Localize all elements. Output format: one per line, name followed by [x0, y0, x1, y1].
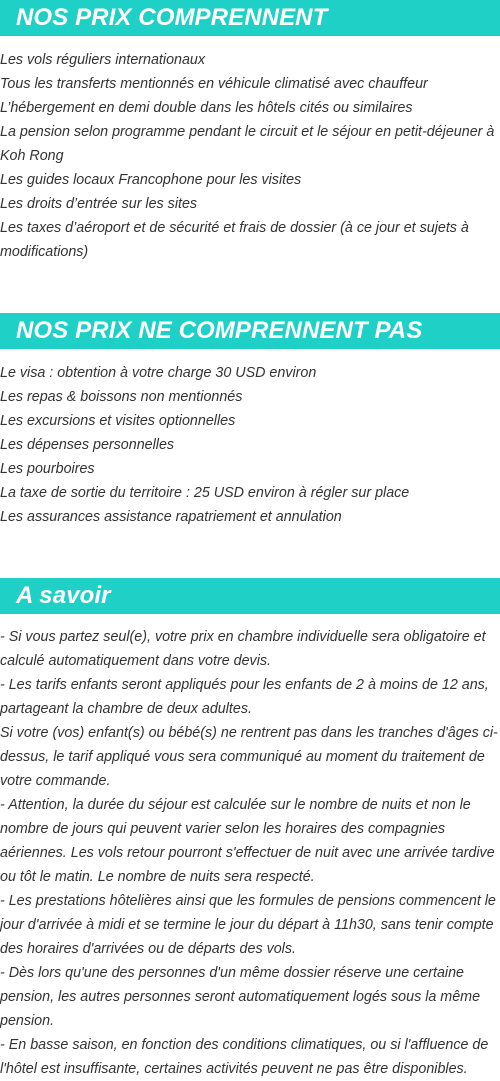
- list-item: Les assurances assistance rapatriement et annulation: [0, 509, 342, 525]
- list-item: - Dès lors qu'une des personnes d'un même dossier réserve une certaine pension, les autres personnes seront automatiquement logés sous la même pension.: [0, 965, 481, 1029]
- list-item: La taxe de sortie du territoire : 25 USD environ à régler sur place: [0, 485, 410, 501]
- list-item: - En basse saison, en fonction des conditions climatiques, ou si l'affluence de l'hôtel est insuffisante, certaines activités peuvent ne pas être disponibles.: [0, 1037, 489, 1077]
- list-item: Si votre (vos) enfant(s) ou bébé(s) ne rentrent pas dans les tranches d'âges ci-dessus, le tarif appliqué vous sera communiqué au moment du traitement de votre commande.: [0, 725, 498, 789]
- included-list: [0, 48, 500, 264]
- list-item: Les repas & boissons non mentionnés: [0, 389, 243, 405]
- good-to-know-list: [0, 625, 500, 1081]
- included-section: [0, 0, 500, 264]
- list-item: - Les prestations hôtelières ainsi que les formules de pensions commencent le jour d'arrivée à midi et se termine le jour du départ à 11h30, sans tenir compte des horaires d'arrivées ou de départs des vols.: [0, 893, 496, 957]
- list-item: Le visa : obtention à votre charge 30 USD environ: [0, 365, 317, 381]
- list-item: Les guides locaux Francophone pour les visites: [0, 172, 302, 188]
- list-item: La pension selon programme pendant le circuit et le séjour en petit-déjeuner à Koh Rong: [0, 124, 495, 164]
- good-to-know-heading: A savoir: [0, 578, 500, 614]
- list-item: Tous les transferts mentionnés en véhicule climatisé avec chauffeur: [0, 76, 428, 92]
- list-item: - Si vous partez seul(e), votre prix en chambre individuelle sera obligatoire et calculé automatiquement dans votre devis.: [0, 629, 486, 669]
- list-item: L’hébergement en demi double dans les hôtels cités ou similaires: [0, 100, 413, 116]
- list-item: - Les tarifs enfants seront appliqués pour les enfants de 2 à moins de 12 ans, partageant la chambre de deux adultes.: [0, 677, 489, 717]
- good-to-know-section: [0, 578, 500, 1081]
- not-included-heading: NOS PRIX NE COMPRENNENT PAS: [0, 313, 500, 349]
- list-item: Les excursions et visites optionnelles: [0, 413, 236, 429]
- list-item: Les taxes d’aéroport et de sécurité et frais de dossier (à ce jour et sujets à modifications): [0, 220, 469, 260]
- list-item: - Attention, la durée du séjour est calculée sur le nombre de nuits et non le nombre de jours qui peuvent varier selon les horaires des compagnies aériennes. Les vols retour pourront s'effectuer de nuit avec une arrivée tardive ou tôt le matin. Le nombre de nuits sera respecté.: [0, 797, 495, 885]
- list-item: Les droits d’entrée sur les sites: [0, 196, 198, 212]
- not-included-list: [0, 361, 500, 529]
- list-item: Les pourboires: [0, 461, 95, 477]
- included-heading: NOS PRIX COMPRENNENT: [0, 0, 500, 36]
- list-item: Les vols réguliers internationaux: [0, 52, 206, 68]
- list-item: Les dépenses personnelles: [0, 437, 175, 453]
- not-included-section: [0, 313, 500, 529]
